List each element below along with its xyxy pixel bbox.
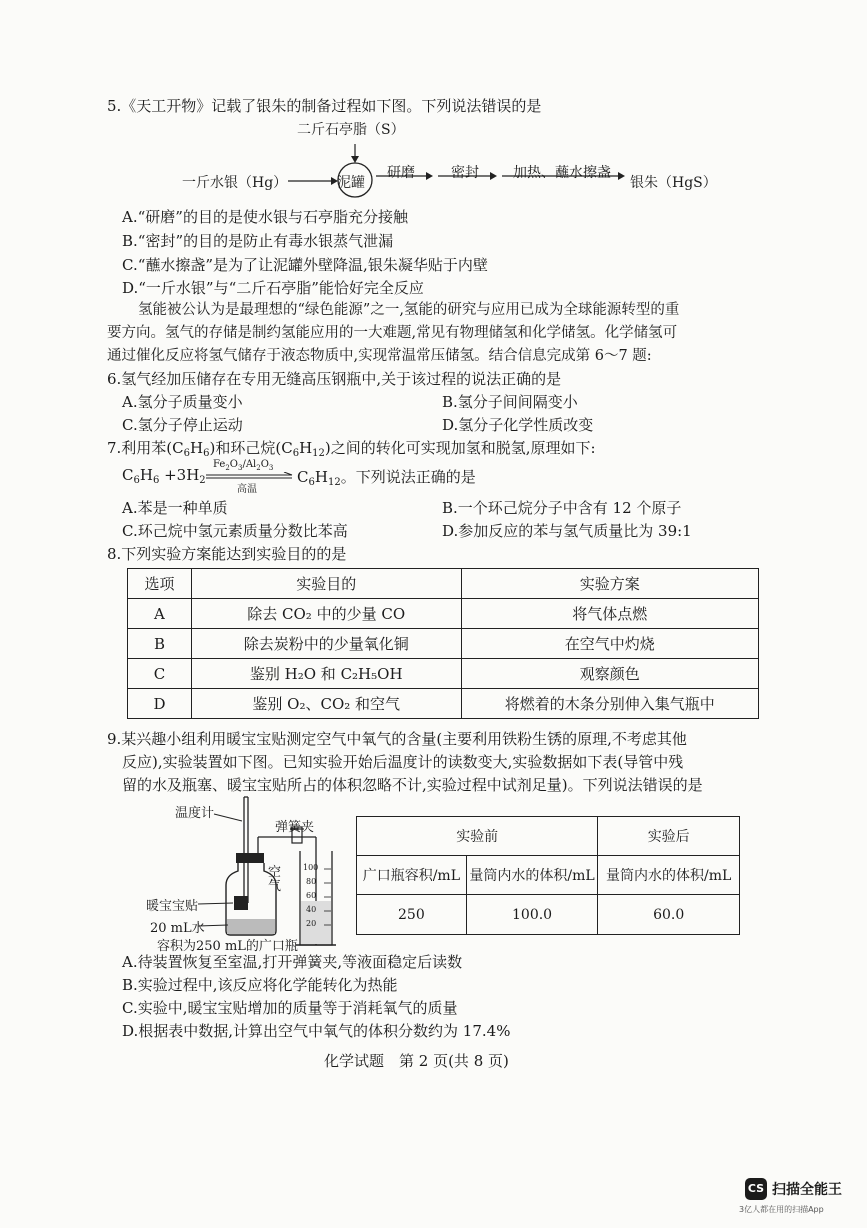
q5-left-reagent: 一斤水银（Hg） (182, 175, 288, 191)
q9-label-air: 空气 (268, 865, 282, 894)
q6-option-b: B.氢分子间间隔变小 (442, 393, 578, 411)
table-row (128, 599, 759, 629)
passage-line-2: 要方向。氢气的存储是制约氢能应用的一大难题,常见有物理储氢和化学储氢。化学储氢可 (107, 325, 678, 341)
q9-label-bottle: 容积为250 mL的广口瓶 (157, 939, 298, 954)
q9-option-b: B.实验过程中,该反应将化学能转化为热能 (122, 976, 398, 994)
q9-label-warmer: 暖宝宝贴 (146, 899, 199, 914)
q9-scale-100: 100 (303, 863, 319, 872)
table-row (357, 895, 740, 935)
q8-stem: 8.下列实验方案能达到实验目的的是 (107, 545, 347, 563)
q9-stem-line-3: 留的水及瓶塞、暖宝宝贴所占的体积忽略不计,实验过程中试剂足量)。下列说法错误的是 (122, 776, 703, 794)
table-header-cell: 选项 (128, 569, 192, 599)
table-cell: 量筒内水的体积/mL (466, 856, 598, 895)
table-cell: B (128, 629, 192, 659)
page-footer: 化学试题 第 2 页(共 8 页) (324, 1052, 509, 1070)
q7-equation-left: $C_6H_6 +3H_2$ (122, 466, 206, 486)
table-cell: 广口瓶容积/mL (357, 856, 467, 895)
table-header-cell: 实验目的 (191, 569, 461, 599)
q5-option-a: A.“研磨”的目的是使水银与石亭脂充分接触 (122, 208, 408, 226)
q5-product: 银朱（HgS） (630, 175, 717, 191)
table-cell: 鉴别 H₂O 和 C₂H₅OH (191, 659, 461, 689)
q7-stem (107, 437, 596, 465)
q7-stem-a: 7.利用苯( (107, 439, 173, 457)
q6-option-c: C.氢分子停止运动 (122, 416, 243, 434)
table-cell: 250 (357, 895, 467, 935)
table-cell: 鉴别 O₂、CO₂ 和空气 (191, 689, 461, 719)
scanner-app-name: 扫描全能王 (772, 1182, 842, 1198)
q7-option-d: D.参加反应的苯与氢气质量比为 39:1 (442, 522, 692, 540)
passage-line-3: 通过催化反应将氢气储存于液态物质中,实现常温常压储氢。结合信息完成第 6～7 题: (107, 348, 652, 364)
table-cell: D (128, 689, 192, 719)
table-row (128, 629, 759, 659)
q5-step1: 研磨 (387, 165, 415, 181)
passage-line-1: 氢能被公认为是最理想的“绿色能源”之一,氢能的研究与应用已成为全球能源转型的重 (138, 302, 680, 318)
q6-stem: 6.氢气经加压储存在专用无缝高压钢瓶中,关于该过程的说法正确的是 (107, 370, 562, 388)
table-cell: C (128, 659, 192, 689)
q9-stem-line-2: 反应),实验装置如下图。已知实验开始后温度计的读数变大,实验数据如下表(导管中残 (122, 753, 684, 771)
q9-stem-line-1: 9.某兴趣小组利用暖宝宝贴测定空气中氧气的含量(主要利用铁粉生锈的原理,不考虑其他 (107, 730, 687, 748)
q7-option-b: B.一个环己烷分子中含有 12 个原子 (442, 499, 682, 517)
table-row (128, 689, 759, 719)
table-cell: 观察颜色 (461, 659, 758, 689)
table-cell: 将燃着的木条分别伸入集气瓶中 (461, 689, 758, 719)
q9-label-thermometer: 温度计 (175, 806, 215, 821)
table-header-row (128, 569, 759, 599)
q9-option-c: C.实验中,暖宝宝贴增加的质量等于消耗氧气的质量 (122, 999, 458, 1017)
q9-label-clamp: 弹簧夹 (275, 820, 315, 835)
q7-option-a: A.苯是一种单质 (122, 499, 228, 517)
q9-scale-60: 60 (306, 891, 317, 900)
q9-data-table (356, 816, 740, 935)
q5-step3: 加热、蘸水擦盏 (513, 165, 611, 181)
table-cell: 除去炭粉中的少量氧化铜 (191, 629, 461, 659)
q7-catalyst: $Fe_2O_3/Al_2O_3$ (213, 459, 274, 472)
q5-option-c: C.“蘸水擦盏”是为了让泥罐外壁降温,银朱凝华贴于内壁 (122, 256, 488, 274)
table-cell: 量筒内水的体积/mL (598, 856, 740, 895)
table-header-cell: 实验前 (357, 817, 598, 856)
table-row (128, 659, 759, 689)
q7-option-c: C.环己烷中氢元素质量分数比苯高 (122, 522, 348, 540)
q9-scale-80: 80 (306, 877, 317, 886)
table-cell: 在空气中灼烧 (461, 629, 758, 659)
q5-vessel: 泥罐 (337, 175, 365, 191)
table-cell: 100.0 (466, 895, 598, 935)
cs-logo-icon: CS (745, 1178, 767, 1200)
table-header-cell: 实验方案 (461, 569, 758, 599)
q7-condition: 高温 (237, 484, 257, 495)
table-cell: A (128, 599, 192, 629)
q7-stem-c: )之间的转化可实现加氢和脱氢,原理如下: (324, 439, 596, 457)
table-cell: 将气体点燃 (461, 599, 758, 629)
q9-option-a: A.待装置恢复至室温,打开弹簧夹,等液面稳定后读数 (122, 953, 463, 971)
q9-scale-40: 40 (306, 905, 317, 914)
q5-top-reagent: 二斤石亭脂（S） (297, 122, 405, 138)
q5-option-d: D.“一斤水银”与“二斤石亭脂”能恰好完全反应 (122, 279, 424, 297)
q9-scale-20: 20 (306, 919, 317, 928)
q7-benzene: $C_6H_6$ (172, 439, 210, 459)
q7-cyclohexane: $C_6H_{12}$ (281, 439, 325, 459)
q6-option-a: A.氢分子质量变小 (122, 393, 243, 411)
q5-step2: 密封 (451, 165, 479, 181)
table-header-cell: 实验后 (598, 817, 740, 856)
table-cell: 60.0 (598, 895, 740, 935)
q7-stem-b: )和环己烷( (209, 439, 282, 457)
scanner-tagline: 3亿人都在用的扫描App (739, 1205, 824, 1214)
q5-stem: 5.《天工开物》记载了银朱的制备过程如下图。下列说法错误的是 (107, 97, 542, 115)
table-cell: 除去 CO₂ 中的少量 CO (191, 599, 461, 629)
table-header-row (357, 817, 740, 856)
q8-table (127, 568, 759, 719)
q5-option-b: B.“密封”的目的是防止有毒水银蒸气泄漏 (122, 232, 394, 250)
q6-option-d: D.氢分子化学性质改变 (442, 416, 594, 434)
q9-label-water: 20 mL水 (150, 921, 205, 936)
q7-equation-right: $C_6H_{12}$。下列说法正确的是 (297, 468, 476, 488)
q7-equation-tail: 。下列说法正确的是 (340, 468, 476, 486)
q5-process-diagram (170, 118, 730, 208)
table-row (357, 856, 740, 895)
q9-option-d: D.根据表中数据,计算出空气中氧气的体积分数约为 17.4% (122, 1022, 511, 1040)
